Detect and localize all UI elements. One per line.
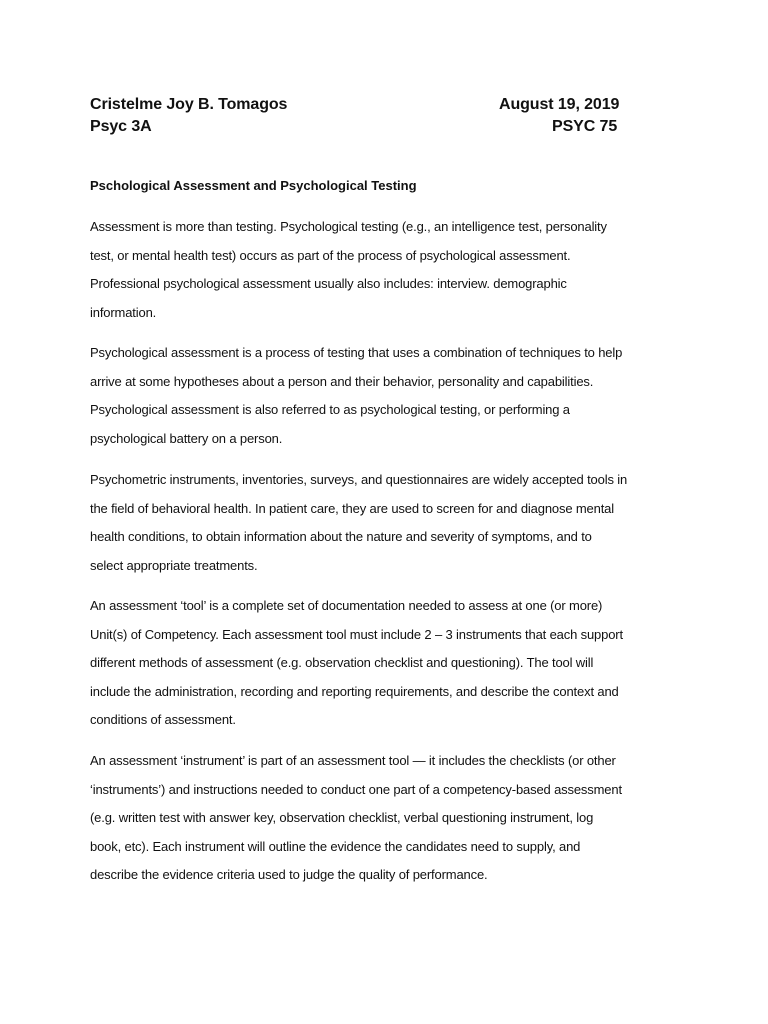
paragraph-line: psychological battery on a person. bbox=[90, 430, 283, 446]
submission-date: August 19, 2019 bbox=[499, 96, 620, 113]
paragraph-line: test, or mental health test) occurs as part of the process of psychological assessment. bbox=[90, 247, 571, 263]
paragraph-line: Psychometric instruments, inventories, surveys, and questionnaires are widely accepted tools in bbox=[90, 472, 628, 487]
paragraph-line: Psychological assessment is a process of testing that uses a combination of techniques to help bbox=[90, 345, 623, 360]
course-code: PSYC 75 bbox=[552, 118, 618, 135]
paragraph-line: An assessment ‘instrument’ is part of an assessment tool — it includes the checklists (or other bbox=[90, 753, 616, 768]
paragraph-line: (e.g. written test with answer key, observation checklist, verbal questioning instrument, log bbox=[90, 810, 594, 825]
paragraph-line: Psychological assessment is also referred to as psychological testing, or performing a bbox=[90, 402, 570, 417]
document-title: Pschological Assessment and Psychological Testing bbox=[90, 178, 417, 193]
paragraph-line: include the administration, recording and reporting requirements, and describe the context and bbox=[90, 683, 619, 699]
document-header bbox=[90, 94, 630, 144]
paragraph-line: information. bbox=[90, 304, 157, 320]
paragraph-5 bbox=[90, 747, 690, 890]
paragraph-line: select appropriate treatments. bbox=[90, 557, 258, 573]
paragraph-2 bbox=[90, 339, 690, 453]
paragraph-1 bbox=[90, 213, 690, 327]
paragraph-line: Unit(s) of Competency. Each assessment tool must include 2 – 3 instruments that each support bbox=[90, 626, 623, 642]
paragraph-line: arrive at some hypotheses about a person and their behavior, personality and capabilities. bbox=[90, 373, 594, 389]
student-name: Cristelme Joy B. Tomagos bbox=[90, 96, 288, 113]
paragraph-3 bbox=[90, 466, 690, 580]
paragraph-line: different methods of assessment (e.g. observation checklist and questioning). The tool will bbox=[90, 655, 594, 670]
header-row-1 bbox=[90, 94, 630, 116]
paragraph-line: Assessment is more than testing. Psychological testing (e.g., an intelligence test, personality bbox=[90, 219, 607, 234]
paragraph-line: book, etc). Each instrument will outline the evidence the candidates need to supply, and bbox=[90, 838, 581, 854]
paragraph-line: the field of behavioral health. In patient care, they are used to screen for and diagnose mental bbox=[90, 500, 615, 516]
class-section: Psyc 3A bbox=[90, 118, 152, 135]
paragraph-4 bbox=[90, 592, 690, 735]
paragraph-line: describe the evidence criteria used to judge the quality of performance. bbox=[90, 867, 488, 882]
header-row-2 bbox=[90, 116, 630, 138]
paragraph-line: Professional psychological assessment usually also includes: interview. demographic bbox=[90, 276, 567, 291]
paragraph-line: ‘instruments’) and instructions needed to conduct one part of a competency-based assessment bbox=[90, 781, 622, 797]
paragraph-line: conditions of assessment. bbox=[90, 712, 236, 727]
paragraph-line: health conditions, to obtain information about the nature and severity of symptoms, and to bbox=[90, 529, 592, 544]
paragraph-line: An assessment ‘tool’ is a complete set of documentation needed to assess at one (or more) bbox=[90, 598, 603, 613]
